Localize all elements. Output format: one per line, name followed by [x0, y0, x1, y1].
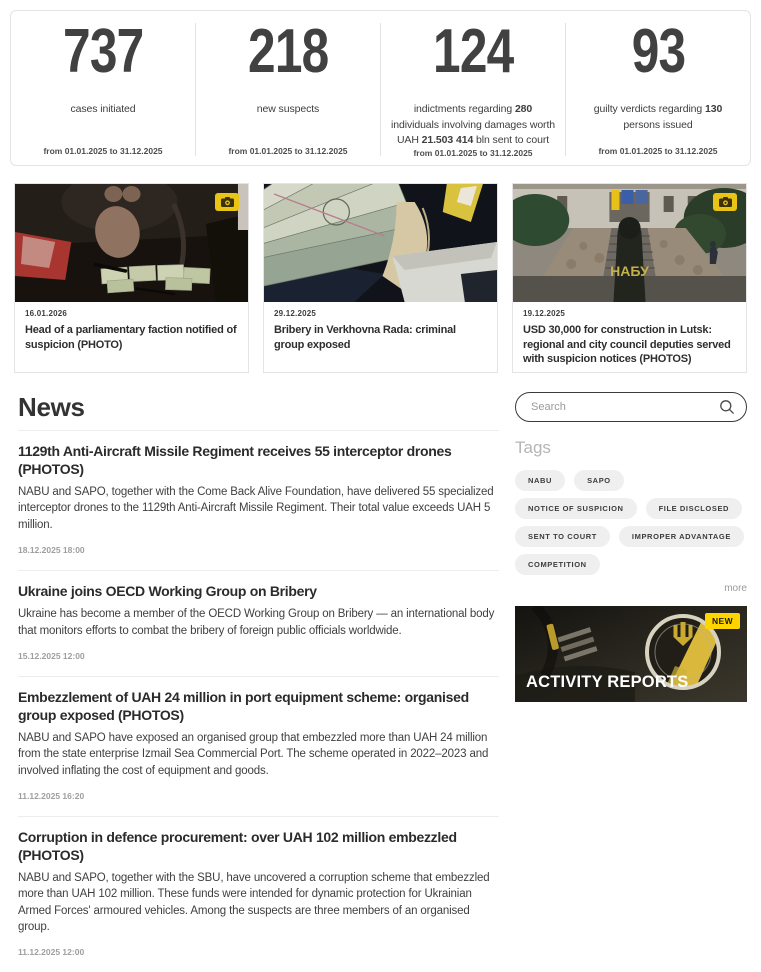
featured-image-nabu-officer — [513, 184, 746, 302]
featured-card-verkhovna-rada-bribery[interactable] — [263, 183, 498, 373]
stat-period: from 01.01.2025 to 31.12.2025 — [598, 146, 718, 156]
news-heading: News — [18, 392, 85, 422]
stat-label — [576, 102, 740, 132]
tags-more-link[interactable]: more — [724, 583, 747, 594]
tag-nabu[interactable]: NABU — [515, 470, 565, 491]
stat-value: 737 — [62, 17, 144, 86]
card-title: USD 30,000 for construction in Lutsk: regional and city council deputies served with suspicion notices (PHOTOS) — [523, 324, 731, 366]
article-timestamp: 18.12.2025 18:00 — [18, 544, 85, 555]
news-article — [18, 430, 499, 570]
stat-label-bold: 21.503 414 — [421, 133, 474, 146]
activity-reports-banner[interactable] — [515, 606, 747, 702]
new-badge: NEW — [705, 613, 740, 629]
stat-label-text: guilty verdicts regarding — [593, 103, 705, 116]
main-area — [14, 392, 747, 972]
tags-title: Tags — [515, 438, 551, 457]
article-title-link[interactable]: Embezzlement of UAH 24 million in port equipment scheme: organised group exposed (PHOTOS) — [18, 689, 469, 723]
article-summary: Ukraine has become a member of the OECD Working Group on Bribery — an international body that monitors efforts to combat the bribery of foreign public officials worldwide. — [18, 608, 495, 637]
stat-label: cases initiated — [70, 103, 136, 116]
featured-image-dollar-fan — [264, 184, 497, 302]
jacket-label: НАБУ — [610, 263, 649, 279]
stats-panel — [10, 10, 751, 166]
stat-label-bold: 130 — [704, 103, 723, 116]
news-article — [18, 570, 499, 676]
stat-label-text: bln sent to court — [473, 133, 550, 146]
tag-notice-of-suspicion[interactable]: NOTICE OF SUSPICION — [515, 498, 637, 519]
card-title: Head of a parliamentary faction notified of suspicion (PHOTO) — [25, 324, 237, 351]
article-title-link[interactable]: Corruption in defence procurement: over UAH 102 million embezzled (PHOTOS) — [18, 829, 457, 863]
stat-new-suspects — [195, 17, 380, 156]
tag-sapo[interactable]: SAPO — [574, 470, 624, 491]
stat-period: from 01.01.2025 to 31.12.2025 — [43, 146, 163, 156]
tags-list — [515, 470, 747, 575]
stat-value: 124 — [432, 17, 514, 86]
article-summary: NABU and SAPO, together with the SBU, have uncovered a corruption scheme that embezzled more than UAH 102 million. These funds were intended for dynamic protection for Ukrainian Armed Forces' armoured vehicles. Among the suspects are three members of an organised group. — [18, 872, 490, 934]
card-body — [264, 302, 497, 352]
card-body — [15, 302, 248, 352]
camera-icon — [215, 193, 239, 211]
stat-indictments — [380, 17, 565, 158]
stat-value: 218 — [247, 17, 329, 86]
card-title: Bribery in Verkhovna Rada: criminal group exposed — [274, 324, 456, 351]
article-timestamp: 11.12.2025 16:20 — [18, 791, 85, 802]
stat-label: new suspects — [256, 103, 320, 116]
stat-cases-initiated — [11, 17, 195, 156]
stat-value: 93 — [631, 17, 685, 86]
article-title-link[interactable]: 1129th Anti-Aircraft Missile Regiment receives 55 interceptor drones (PHOTOS) — [18, 443, 452, 477]
article-summary: NABU and SAPO have exposed an organised group that embezzled more than UAH 24 million from the state enterprise Izmail Sea Commercial Port. The scheme operated in 2022–2023 and involved inflating the cost of equipment and goods. — [18, 732, 489, 777]
search-box — [515, 392, 747, 422]
search-input[interactable] — [515, 392, 747, 422]
stat-guilty-verdicts — [565, 17, 750, 156]
card-date: 19.12.2025 — [523, 309, 566, 318]
featured-card-parliamentary-faction[interactable] — [14, 183, 249, 373]
stat-label-text: individuals involving damages worth UAH — [391, 118, 556, 146]
stat-period: from 01.01.2025 to 31.12.2025 — [228, 146, 348, 156]
news-article — [18, 676, 499, 816]
stat-label-text: persons issued — [623, 118, 693, 131]
featured-image-money-on-table — [15, 184, 248, 302]
tag-file-disclosed[interactable]: FILE DISCLOSED — [646, 498, 743, 519]
article-timestamp: 15.12.2025 12:00 — [18, 651, 85, 662]
camera-icon — [713, 193, 737, 211]
card-date: 16.01.2026 — [25, 309, 68, 318]
stat-label — [391, 102, 555, 148]
news-article — [18, 816, 499, 972]
tag-improper-advantage[interactable]: IMPROPER ADVANTAGE — [619, 526, 744, 547]
stat-period: from 01.01.2025 to 31.12.2025 — [413, 147, 533, 158]
news-column — [14, 392, 499, 972]
tag-competition[interactable]: COMPETITION — [515, 554, 600, 575]
sidebar — [515, 392, 747, 972]
tag-sent-to-court[interactable]: SENT TO COURT — [515, 526, 610, 547]
article-summary: NABU and SAPO, together with the Come Back Alive Foundation, have delivered 55 specialized interceptor drones to the 1129th Anti-Aircraft Missile Regiment. Their total value exceeds UAH 5 million. — [18, 486, 494, 531]
article-timestamp: 11.12.2025 12:00 — [18, 947, 85, 958]
featured-card-lutsk-suspicion[interactable] — [512, 183, 747, 373]
card-body — [513, 302, 746, 367]
featured-cards — [14, 183, 747, 373]
activity-reports-title: ACTIVITY REPORTS — [526, 673, 689, 691]
stat-label-text: indictments regarding — [413, 103, 515, 116]
search-icon[interactable] — [719, 399, 735, 415]
stat-label-bold: 280 — [514, 103, 533, 116]
card-date: 29.12.2025 — [274, 309, 317, 318]
article-title-link[interactable]: Ukraine joins OECD Working Group on Bribery — [18, 582, 317, 599]
